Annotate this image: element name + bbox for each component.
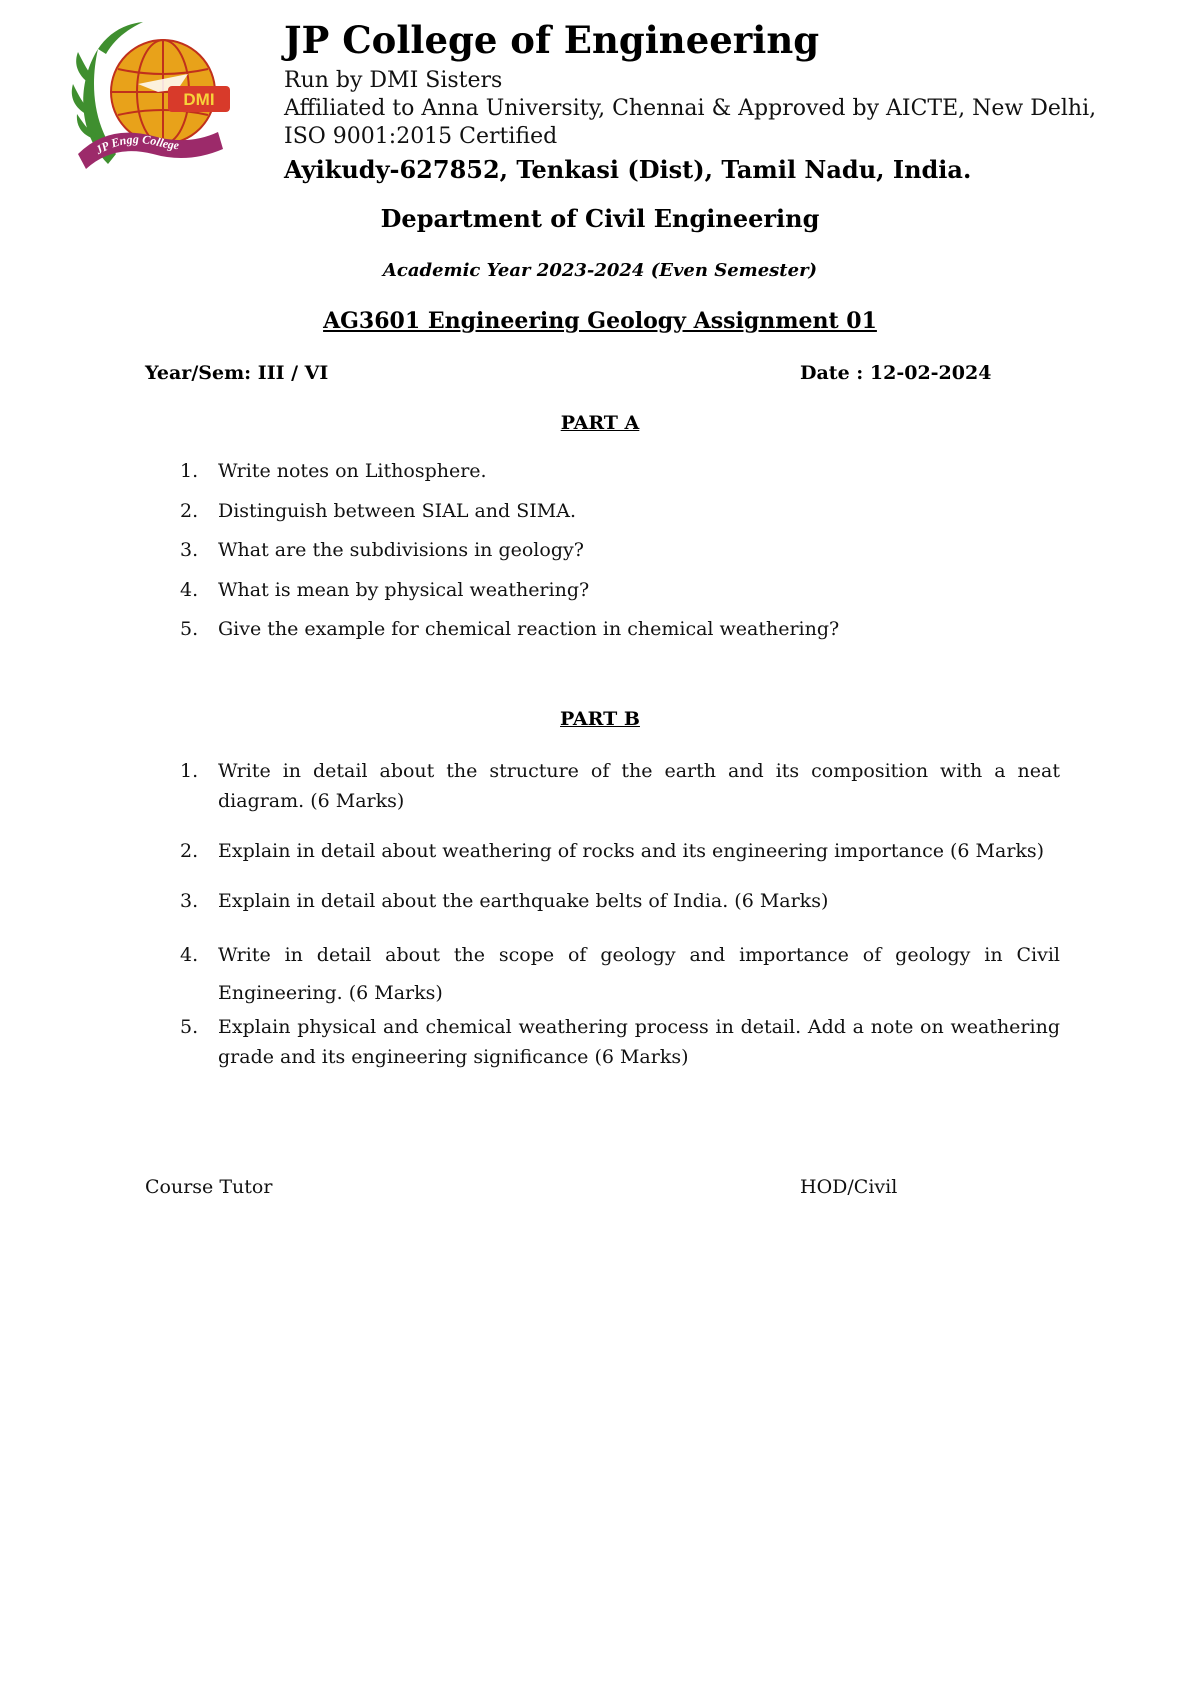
department-name: Department of Civil Engineering [380, 204, 820, 233]
part-a-question-list [180, 460, 1060, 658]
part-a-question [180, 618, 1060, 658]
question-number: 1. [180, 460, 199, 482]
question-text: What are the subdivisions in geology? [218, 539, 584, 561]
question-number: 5. [180, 1016, 199, 1038]
iso-certification-line: ISO 9001:2015 Certified [284, 124, 558, 149]
svg-text:DMI: DMI [183, 90, 215, 109]
question-number: 2. [180, 499, 199, 522]
part-a-question [180, 460, 1060, 500]
part-b-question [180, 1012, 1060, 1072]
question-text: Explain physical and chemical weathering process in detail. Add a note on weathering grade and its engineering significance (6 Marks) [218, 1016, 1060, 1068]
question-number: 4. [180, 944, 199, 966]
svg-text:MEDIA: MEDIA [206, 160, 226, 166]
question-text: Explain in detail about the earthquake belts of India. (6 Marks) [218, 890, 829, 912]
question-text: Write notes on Lithosphere. [218, 460, 487, 482]
college-name: JP College of Engineering [284, 18, 820, 62]
part-b-question [180, 886, 1060, 916]
part-a-question [180, 500, 1060, 540]
question-text: Write in detail about the structure of the earth and its composition with a neat diagram. (6 Marks) [218, 760, 1060, 812]
year-semester: Year/Sem: III / VI [145, 362, 329, 384]
academic-year: Academic Year 2023-2024 (Even Semester) [382, 260, 818, 281]
question-number: 5. [180, 618, 199, 640]
question-text: Write in detail about the scope of geology and importance of geology in Civil Engineering. (6 Marks) [218, 944, 1060, 1004]
assignment-date: Date : 12-02-2024 [800, 362, 992, 384]
dmi-badge [168, 86, 230, 112]
run-by-line: Run by DMI Sisters [284, 68, 503, 93]
college-emblem-logo [68, 14, 238, 184]
question-text: What is mean by physical weathering? [218, 578, 590, 601]
svg-text:JP Engg College: JP Engg College [93, 132, 180, 158]
question-number: 4. [180, 578, 199, 601]
hod-signature: HOD/Civil [800, 1176, 898, 1198]
question-number: 1. [180, 760, 199, 782]
part-b-heading: PART B [560, 708, 640, 730]
part-b-question [180, 756, 1060, 816]
part-a-question [180, 539, 1060, 579]
assignment-title: AG3601 Engineering Geology Assignment 01 [323, 308, 877, 334]
question-text: Explain in detail about weathering of rocks and its engineering importance (6 Marks) [218, 840, 1045, 862]
college-address: Ayikudy-627852, Tenkasi (Dist), Tamil Nadu, India. [284, 155, 972, 184]
question-text: Give the example for chemical reaction in chemical weathering? [218, 618, 840, 640]
part-b-question [180, 836, 1060, 866]
question-number: 3. [180, 539, 199, 561]
question-number: 2. [180, 840, 199, 862]
part-b-question-list [180, 756, 1060, 1072]
question-number: 3. [180, 890, 199, 912]
course-tutor-signature: Course Tutor [145, 1176, 273, 1198]
question-text: Distinguish between SIAL and SIMA. [218, 499, 576, 522]
part-b-question [180, 936, 1060, 1012]
affiliation-line: Affiliated to Anna University, Chennai & Approved by AICTE, New Delhi, [284, 96, 1097, 121]
part-a-heading: PART A [560, 412, 640, 434]
part-a-question [180, 579, 1060, 619]
